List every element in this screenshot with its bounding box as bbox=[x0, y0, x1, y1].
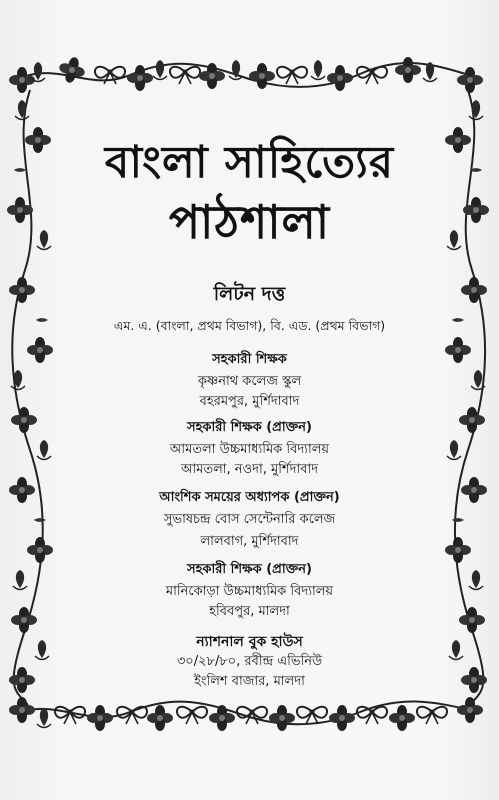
border-top bbox=[9, 54, 483, 93]
position-1-role: সহকারী শিক্ষক bbox=[212, 352, 287, 367]
position-3-location: লালবাগ, মুর্শিদাবাদ bbox=[200, 534, 299, 549]
position-2-institution: আমতলা উচ্চমাধ্যমিক বিদ্যালয় bbox=[169, 442, 330, 457]
position-3-institution: সুভাষচন্দ্র বোস সেন্টেনারি কলেজ bbox=[163, 512, 336, 527]
position-4-location: হবিবপুর, মালদা bbox=[209, 604, 290, 619]
border-bottom bbox=[9, 697, 483, 731]
position-2-role: সহকারী শিক্ষক (প্রাক্তন) bbox=[187, 420, 312, 435]
author-name: লিটন দত্ত bbox=[213, 283, 286, 305]
position-3-role: আংশিক সময়ের অধ্যাপক (প্রাক্তন) bbox=[159, 490, 340, 505]
position-1-institution: কৃষ্ণনাথ কলেজ স্কুল bbox=[197, 374, 302, 389]
author-qualification: এম. এ. (বাংলা, প্রথম বিভাগ), বি. এড. (প্রথম বিভাগ) bbox=[113, 318, 386, 333]
publisher-name: ন্যাশনাল বুক হাউস bbox=[196, 634, 303, 650]
publisher-address-2: ইংলিশ বাজার, মালদা bbox=[194, 674, 305, 689]
position-1-location: বহরমপুর, মুর্শিদাবাদ bbox=[199, 394, 300, 409]
publisher-address-1: ৩০/২৮/৮০, রবীন্দ্র এভিনিউ bbox=[176, 654, 323, 669]
position-4-role: সহকারী শিক্ষক (প্রাক্তন) bbox=[187, 562, 312, 577]
position-2-location: আমতলা, নওদা, মুর্শিদাবাদ bbox=[180, 462, 319, 477]
position-4-institution: মানিকোড়া উচ্চমাধ্যমিক বিদ্যালয় bbox=[165, 584, 334, 599]
title-line-2: পাঠশালা bbox=[168, 195, 331, 249]
title-line-1: বাংলা সাহিত্যের bbox=[104, 137, 395, 188]
